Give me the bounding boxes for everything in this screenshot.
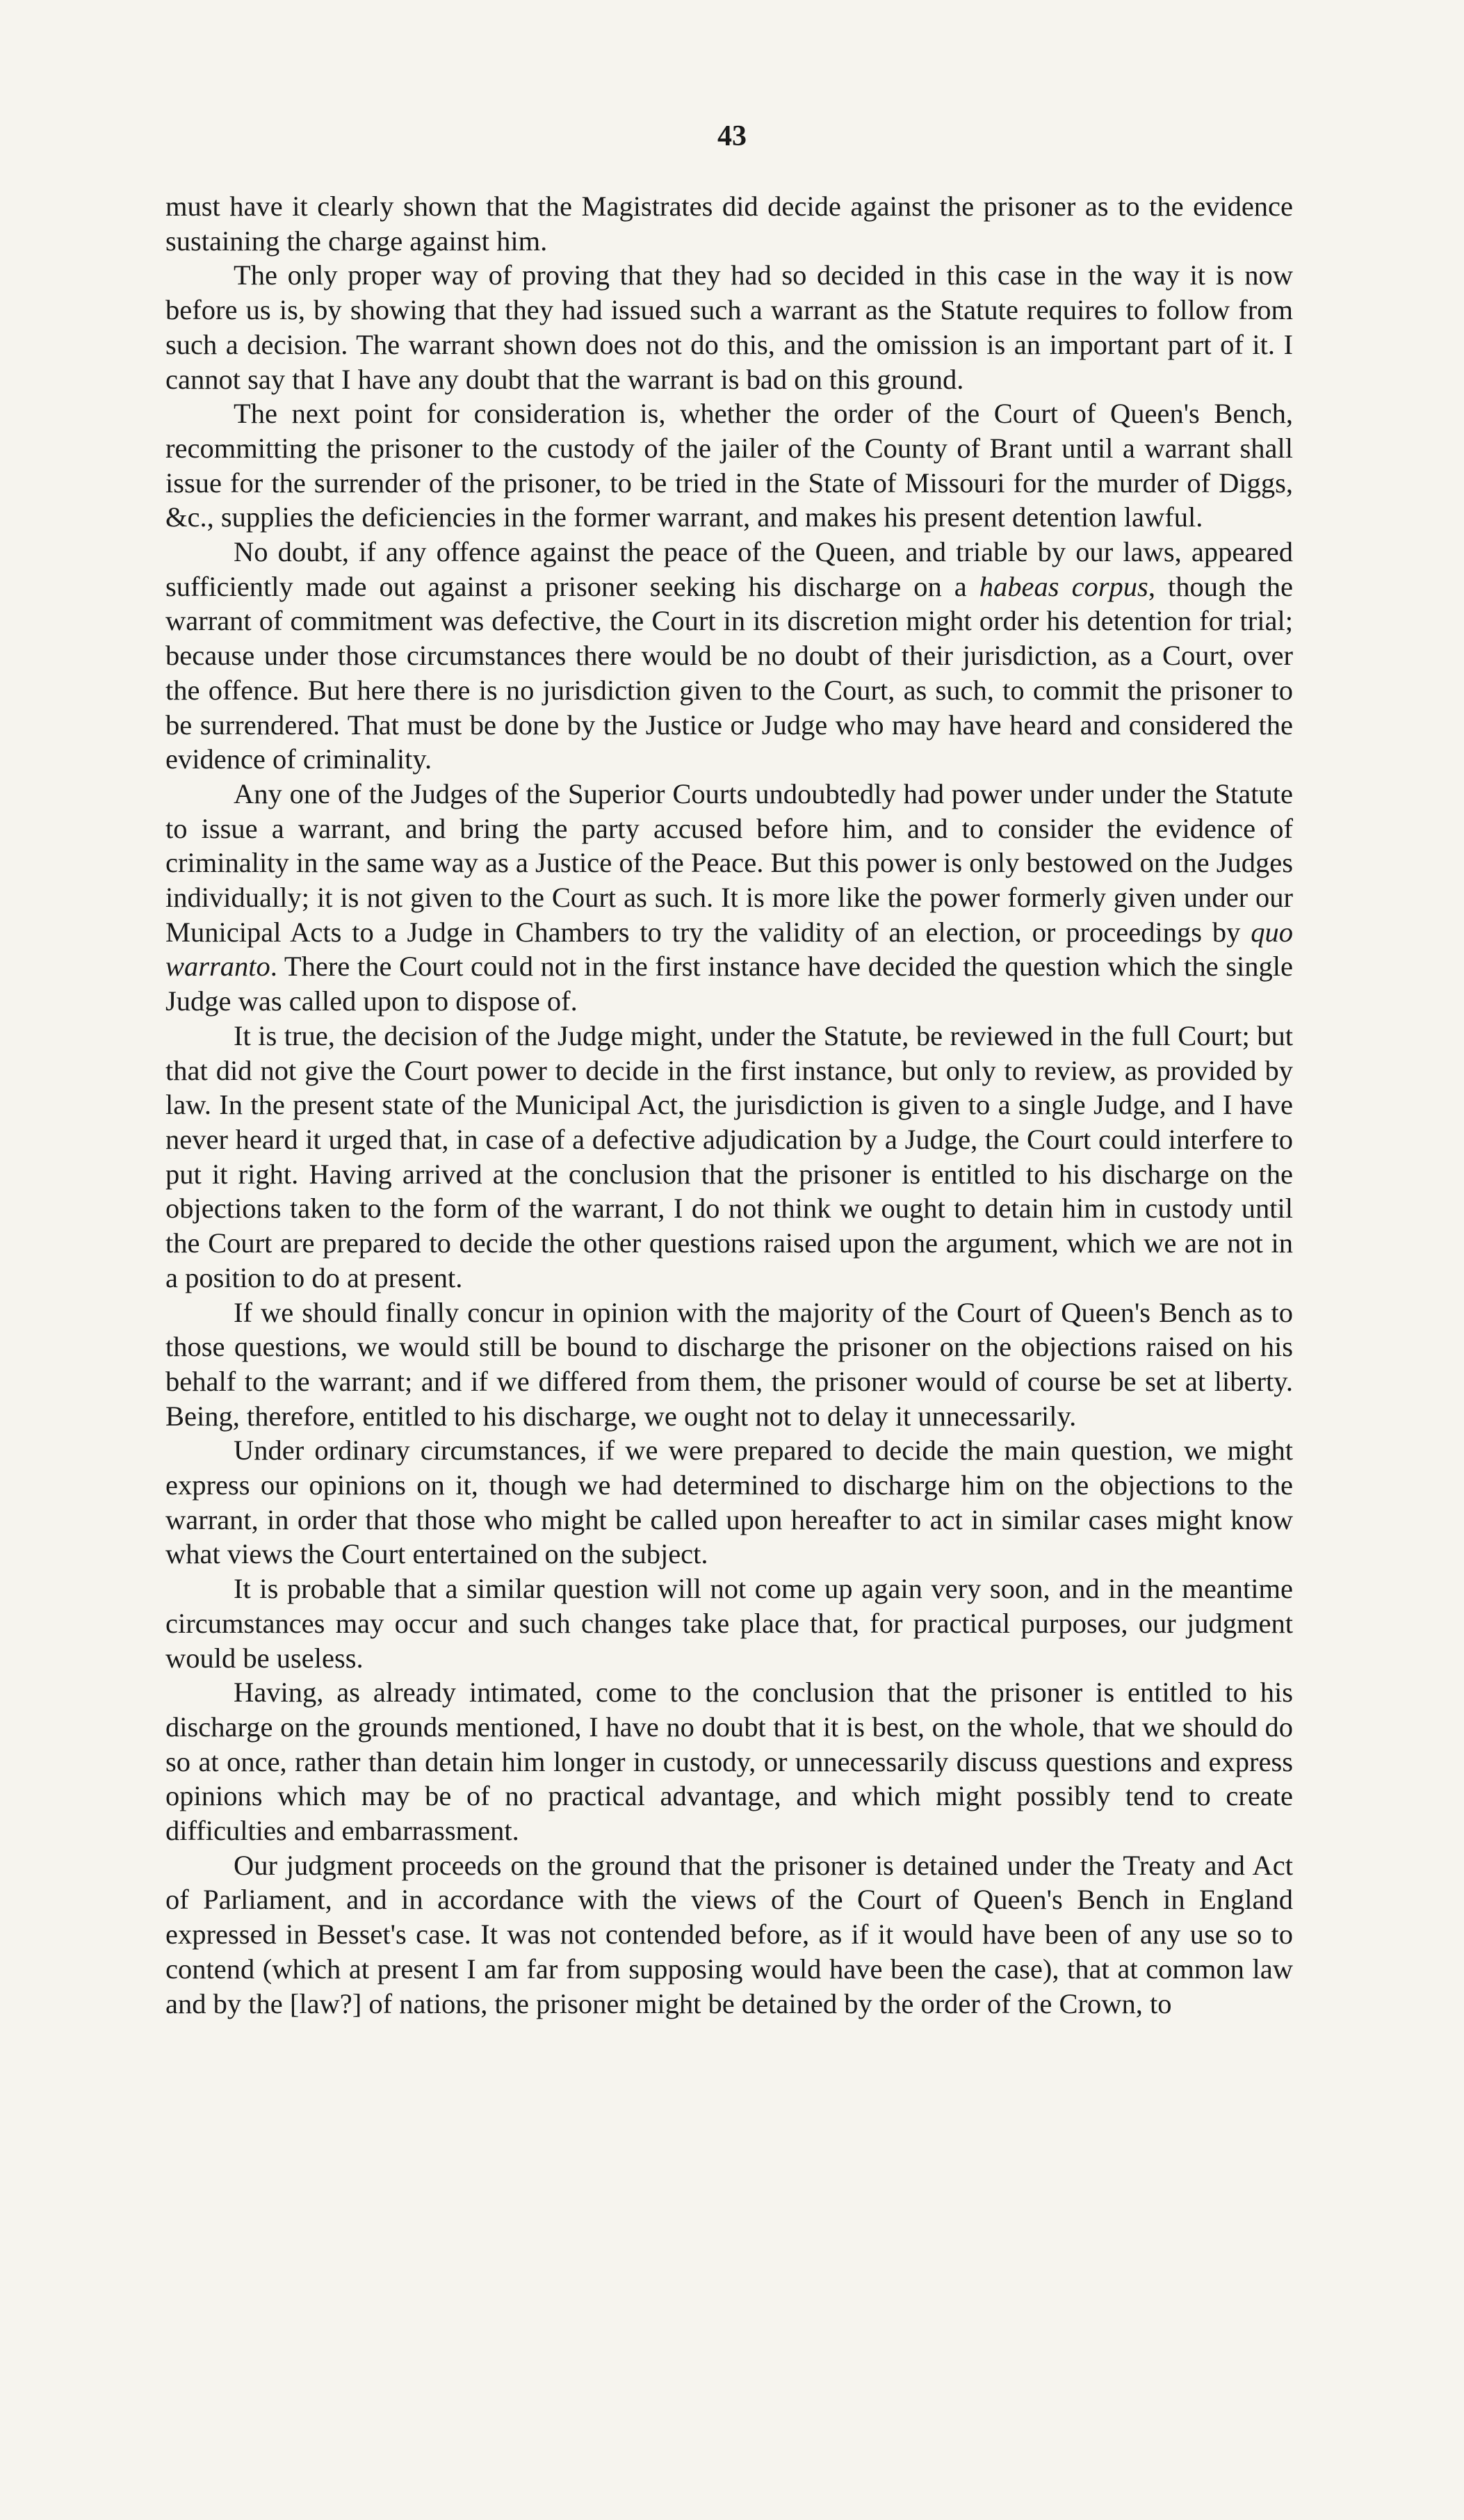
- text-segment: It is probable that a similar question will not come up again very soon, and in the meantime circumstances may occur and such changes take place that, for practical purposes, our judgment would be useless.: [165, 1573, 1293, 1674]
- paragraph: [165, 1572, 1293, 1675]
- paragraph: [165, 1433, 1293, 1572]
- text-segment: The only proper way of proving that they had so decided in this case in the way it is now before us is, by showing that they had issued such a warrant as the Statute requires to follow from such a decision. The warrant shown does not do this, and the omission is an important part of it. I cannot say that I have any doubt that the warrant is bad on this ground.: [165, 259, 1293, 395]
- text-segment: Our judgment proceeds on the ground that the prisoner is detained under the Treaty and Act of Parliament, and in accordance with the views of the Court of Queen's Bench in England expressed in Besset's case. It was not contended before, as if it would have been of any use so to contend (which at present I am far from supposing would have been the case), that at common law and by the [law?] of nations, the prisoner might be detained by the order of the Crown, to: [165, 1849, 1293, 2019]
- text-segment: It is true, the decision of the Judge might, under the Statute, be reviewed in the full Court; but that did not give the Court power to decide in the first instance, but only to review, as provided by law. In the present state of the Municipal Act, the jurisdiction is given to a single Judge, and I have never heard it urged that, in case of a defective adjudication by a Judge, the Court could interfere to put it right. Having arrived at the conclusion that the prisoner is entitled to his discharge on the objections taken to the form of the warrant, I do not think we ought to detain him in custody until the Court are prepared to decide the other questions raised upon the argument, which we are not in a position to do at present.: [165, 1019, 1293, 1293]
- paragraph: [165, 777, 1293, 1019]
- text-segment: . There the Court could not in the first instance have decided the question which the single Judge was called upon to dispose of.: [165, 951, 1293, 1017]
- text-segment: If we should finally concur in opinion with the majority of the Court of Queen's Bench as to those questions, we would still be bound to discharge the prisoner on the objections raised on his behalf to the warrant; and if we differed from them, the prisoner would of course be set at liberty. Being, therefore, entitled to his discharge, we ought not to delay it unnecessarily.: [165, 1296, 1293, 1432]
- text-segment: Under ordinary circumstances, if we were prepared to decide the main question, we might express our opinions on it, though we had determined to discharge him on the objections to the warrant, in order that those who might be called upon hereafter to act in similar cases might know what views the Court entertained on the subject.: [165, 1435, 1293, 1570]
- paragraph: [165, 1848, 1293, 2021]
- paragraph: [165, 189, 1293, 258]
- paragraph: [165, 1295, 1293, 1434]
- paragraph: [165, 1019, 1293, 1295]
- paragraph: [165, 258, 1293, 396]
- italic-phrase: habeas corpus: [979, 570, 1148, 602]
- text-segment: No doubt, if any offence against the peace of the Queen, and triable by our laws, appeared sufficiently made out against a prisoner seeking his discharge on a: [165, 536, 1293, 602]
- text-segment: Any one of the Judges of the Superior Courts undoubtedly had power under under the Statute to issue a warrant, and bring the party accused before him, and to consider the evidence of criminality in the same way as a Justice of the Peace. But this power is only bestowed on the Judges individually; it is not given to the Court as such. It is more like the power formerly given under our Municipal Acts to a Judge in Chambers to try the validity of an election, or proceedings by: [165, 777, 1293, 948]
- paragraph: [165, 396, 1293, 535]
- italic-phrase: quo warranto: [165, 916, 1293, 983]
- text-segment: The next point for consideration is, whether the order of the Court of Queen's Bench, recommitting the prisoner to the custody of the jailer of the County of Brant until a warrant shall issue for the surrender of the prisoner, to be tried in the State of Missouri for the murder of Diggs, &c., supplies the deficiencies in the former warrant, and makes his present detention lawful.: [165, 398, 1293, 533]
- page-number: 43: [717, 120, 747, 152]
- text-segment: Having, as already intimated, come to the conclusion that the prisoner is entitled to his discharge on the grounds mentioned, I have no doubt that it is best, on the whole, that we should do so at once, rather than detain him longer in custody, or unnecessarily discuss questions and express opinions which may be of no practical advantage, and which might possibly tend to create difficulties and embarrassment.: [165, 1677, 1293, 1847]
- text-segment: , though the warrant of commitment was defective, the Court in its discretion might order his detention for trial; because under those circumstances there would be no doubt of their jurisdiction, as a Court, over the offence. But here there is no jurisdiction given to the Court, as such, to commit the prisoner to be surrendered. That must be done by the Justice or Judge who may have heard and considered the evidence of criminality.: [165, 570, 1293, 775]
- paragraph: [165, 535, 1293, 777]
- paragraph: [165, 1675, 1293, 1848]
- text-segment: must have it clearly shown that the Magistrates did decide against the prisoner as to the evidence sustaining the charge against him.: [165, 191, 1293, 257]
- body-text: [165, 189, 1293, 2021]
